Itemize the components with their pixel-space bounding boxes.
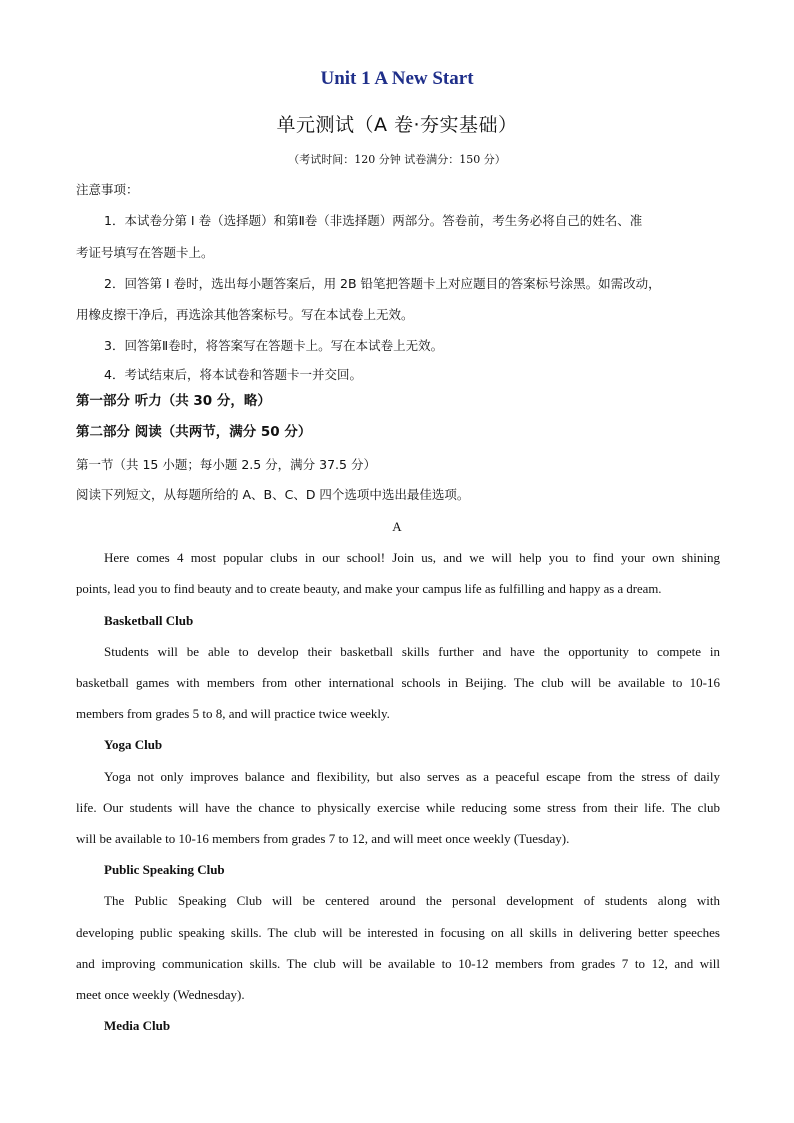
notice-item-2-line-1: 2．回答第 I 卷时，选出每小题答案后，用 2B 铅笔把答题卡上对应题目的答案标号涂黑。如需改动，: [104, 276, 661, 291]
yoga-line-3: will be available to 10-16 members from grades 7 to 12, and will meet once weekly (Tuesday).: [76, 831, 570, 846]
speaking-line-3: and improving communication skills. The club will be available to 10-12 members from grades 7 to 12, and will: [76, 956, 720, 971]
exam-info: （考试时间：120 分钟 试卷满分：150 分）: [288, 153, 506, 166]
notice-item-4: 4．考试结束后，将本试卷和答题卡一并交回。: [104, 367, 362, 382]
intro-line-2: points, lead you to find beauty and to create beauty, and make your campus life as fulfilling and happy as a dream.: [76, 582, 662, 596]
speaking-line-1: The Public Speaking Club will be centered around the personal development of students along with: [104, 893, 720, 908]
reading-instruction: 阅读下列短文，从每题所给的 A、B、C、D 四个选项中选出最佳选项。: [76, 487, 470, 502]
notice-item-1-line-2: 考证号填写在答题卡上。: [76, 245, 214, 260]
part-one-heading: 第一部分 听力（共 30 分，略）: [76, 393, 271, 409]
passage-label: A: [392, 519, 402, 534]
speaking-line-2: developing public speaking skills. The club will be interested in focusing on all skills in delivering better speeches: [76, 925, 720, 940]
notice-item-3: 3．回答第Ⅱ卷时，将答案写在答题卡上。写在本试卷上无效。: [104, 338, 444, 353]
basketball-club-title: Basketball Club: [104, 613, 194, 628]
yoga-club-title: Yoga Club: [104, 737, 163, 752]
part-two-heading: 第二部分 阅读（共两节，满分 50 分）: [76, 424, 312, 440]
notice-item-1-line-1: 1．本试卷分第 I 卷（选择题）和第Ⅱ卷（非选择题）两部分。答卷前，考生务必将自己的姓名、准: [104, 213, 643, 228]
unit-title: Unit 1 A New Start: [320, 68, 474, 89]
basketball-line-1: Students will be able to develop their basketball skills further and have the opportunity to compete in: [104, 644, 720, 659]
notice-heading: 注意事项：: [76, 182, 139, 197]
yoga-line-1: Yoga not only improves balance and flexibility, but also serves as a peaceful escape from the stress of daily: [104, 769, 720, 784]
intro-line-1: Here comes 4 most popular clubs in our school! Join us, and we will help you to find your own shining: [104, 550, 720, 565]
basketball-line-3: members from grades 5 to 8, and will practice twice weekly.: [76, 706, 390, 721]
section-one-heading: 第一节（共 15 小题；每小题 2.5 分，满分 37.5 分）: [76, 457, 376, 472]
basketball-line-2: basketball games with members from other international schools in Beijing. The club will be available to 10-16: [76, 675, 720, 690]
yoga-line-2: life. Our students will have the chance to physically exercise while reducing some stress from their life. The club: [76, 800, 720, 815]
speaking-line-4: meet once weekly (Wednesday).: [76, 987, 245, 1002]
test-subtitle: 单元测试（A 卷·夯实基础）: [276, 114, 518, 136]
public-speaking-club-title: Public Speaking Club: [104, 862, 225, 877]
notice-item-2-line-2: 用橡皮擦干净后，再选涂其他答案标号。写在本试卷上无效。: [76, 307, 414, 322]
media-club-title: Media Club: [104, 1018, 171, 1033]
